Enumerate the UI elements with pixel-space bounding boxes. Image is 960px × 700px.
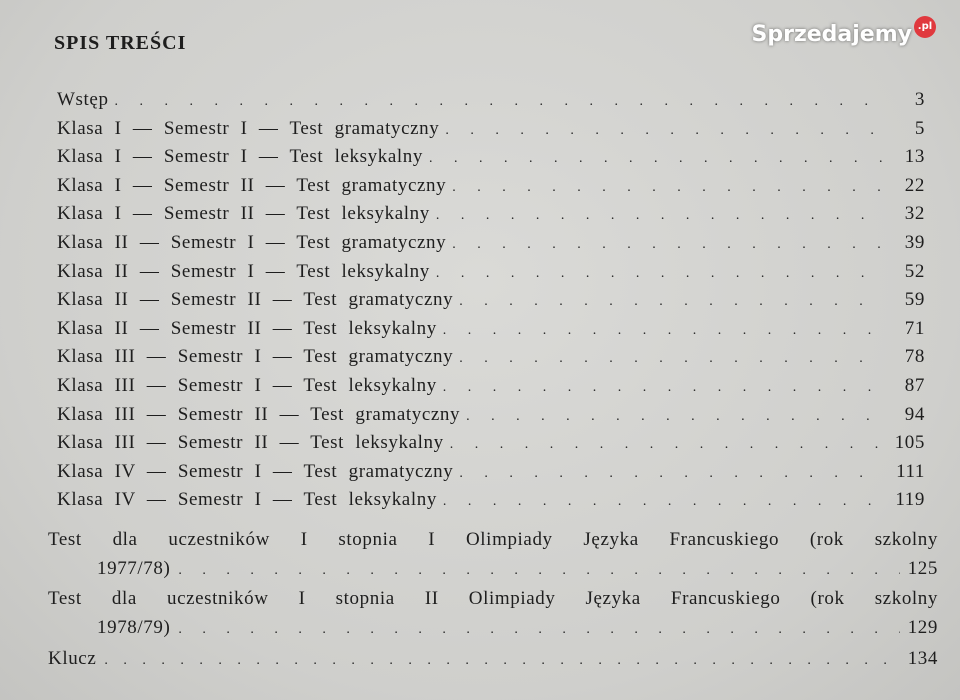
toc-entry-page: 5: [914, 117, 925, 139]
toc-entry-page: 105: [894, 432, 925, 454]
toc-entry: [57, 318, 925, 347]
toc-entry-page: 32: [904, 203, 925, 225]
dot-leader: [178, 563, 899, 579]
toc-entry: [57, 461, 925, 490]
toc-entry: [57, 175, 925, 204]
toc-entry-title: Klasa III — Semestr II — Test leksykalny: [57, 432, 444, 454]
toc-entry-title: Klasa II — Semestr II — Test gramatyczny: [57, 289, 454, 311]
dot-leader: [443, 380, 885, 396]
toc-entry-olympiad-2: [48, 588, 938, 639]
dot-leader: [459, 294, 885, 310]
dot-leader: [436, 266, 885, 282]
toc-entry-title: Klucz: [48, 648, 97, 669]
toc-entry-title: Klasa IV — Semestr I — Test leksykalny: [57, 489, 437, 511]
dot-leader: [450, 437, 885, 453]
toc-entry-title: Klasa III — Semestr II — Test gramatyczny: [57, 403, 461, 425]
toc-entry-page: 71: [904, 317, 925, 339]
toc-entry-key: [48, 648, 938, 670]
page-title: SPIS TREŚCI: [54, 32, 187, 54]
toc-entry-title: Klasa III — Semestr I — Test gramatyczny: [57, 346, 454, 368]
toc-entry-page: 111: [896, 460, 925, 482]
toc-entry-title: Klasa IV — Semestr I — Test gramatyczny: [57, 460, 454, 482]
dot-leader: [466, 409, 885, 425]
toc-entry-page: 13: [904, 146, 925, 168]
watermark-logo: [752, 22, 937, 47]
toc-entry: [57, 289, 925, 318]
toc-entry-page: 119: [895, 489, 925, 511]
toc-entry: [57, 261, 925, 290]
dot-leader: [459, 351, 885, 367]
toc-entry: [57, 232, 925, 261]
toc-entry-title: Klasa II — Semestr I — Test gramatyczny: [57, 231, 447, 253]
dot-leader: [115, 94, 885, 110]
table-of-contents: [57, 89, 925, 518]
dot-leader: [459, 466, 885, 482]
toc-entry-title: Wstęp: [57, 89, 109, 110]
toc-entry-page: 125: [907, 558, 938, 579]
toc-entry-page: 52: [904, 260, 925, 282]
toc-entry-page: 3: [914, 89, 925, 110]
watermark-text: Sprzedajemy: [751, 22, 912, 47]
toc-entry-title: Klasa III — Semestr I — Test leksykalny: [57, 374, 437, 396]
toc-entry-title: Klasa I — Semestr I — Test leksykalny: [57, 146, 423, 168]
toc-entry-page: 22: [904, 174, 925, 196]
toc-entry-page: 134: [907, 648, 938, 669]
toc-entry-title: Klasa II — Semestr I — Test leksykalny: [57, 260, 430, 282]
toc-entry-page: 87: [904, 374, 925, 396]
toc-entry: [57, 375, 925, 404]
toc-entry-page: 59: [904, 289, 925, 311]
toc-entry: [57, 89, 925, 118]
toc-entry-page: 94: [904, 403, 925, 425]
toc-entry: [57, 146, 925, 175]
dot-leader: [443, 494, 885, 510]
dot-leader: [452, 237, 885, 253]
toc-entry: [57, 118, 925, 147]
toc-entry-title: Klasa I — Semestr I — Test gramatyczny: [57, 117, 440, 139]
toc-entry: [57, 203, 925, 232]
dot-leader: [429, 151, 885, 167]
toc-entry-page: 78: [904, 346, 925, 368]
toc-entry-title: Klasa II — Semestr II — Test leksykalny: [57, 317, 437, 339]
toc-entry: [57, 346, 925, 375]
toc-entry-page: 129: [907, 617, 938, 638]
toc-entry-title-cont: 1978/79): [97, 617, 171, 638]
toc-entry: [57, 404, 925, 433]
toc-entry-title: Klasa I — Semestr II — Test gramatyczny: [57, 174, 447, 196]
dot-leader: [452, 180, 885, 196]
toc-entry-title: Test dla uczestników I stopnia II Olimpiady Języka Francuskiego (rok szkolny: [48, 588, 938, 609]
toc-entry-title: Test dla uczestników I stopnia I Olimpiady Języka Francuskiego (rok szkolny: [48, 529, 938, 550]
dot-leader: [104, 653, 899, 669]
toc-entry-page: 39: [904, 231, 925, 253]
toc-entry-title: Klasa I — Semestr II — Test leksykalny: [57, 203, 430, 225]
dot-leader: [178, 622, 899, 638]
toc-entry-olympiad-1: [48, 529, 938, 580]
watermark-badge: .pl: [914, 16, 936, 38]
toc-entry: [57, 489, 925, 518]
dot-leader: [445, 123, 885, 139]
dot-leader: [443, 323, 885, 339]
toc-entry-title-cont: 1977/78): [97, 558, 171, 579]
dot-leader: [436, 208, 885, 224]
toc-entry: [57, 432, 925, 461]
